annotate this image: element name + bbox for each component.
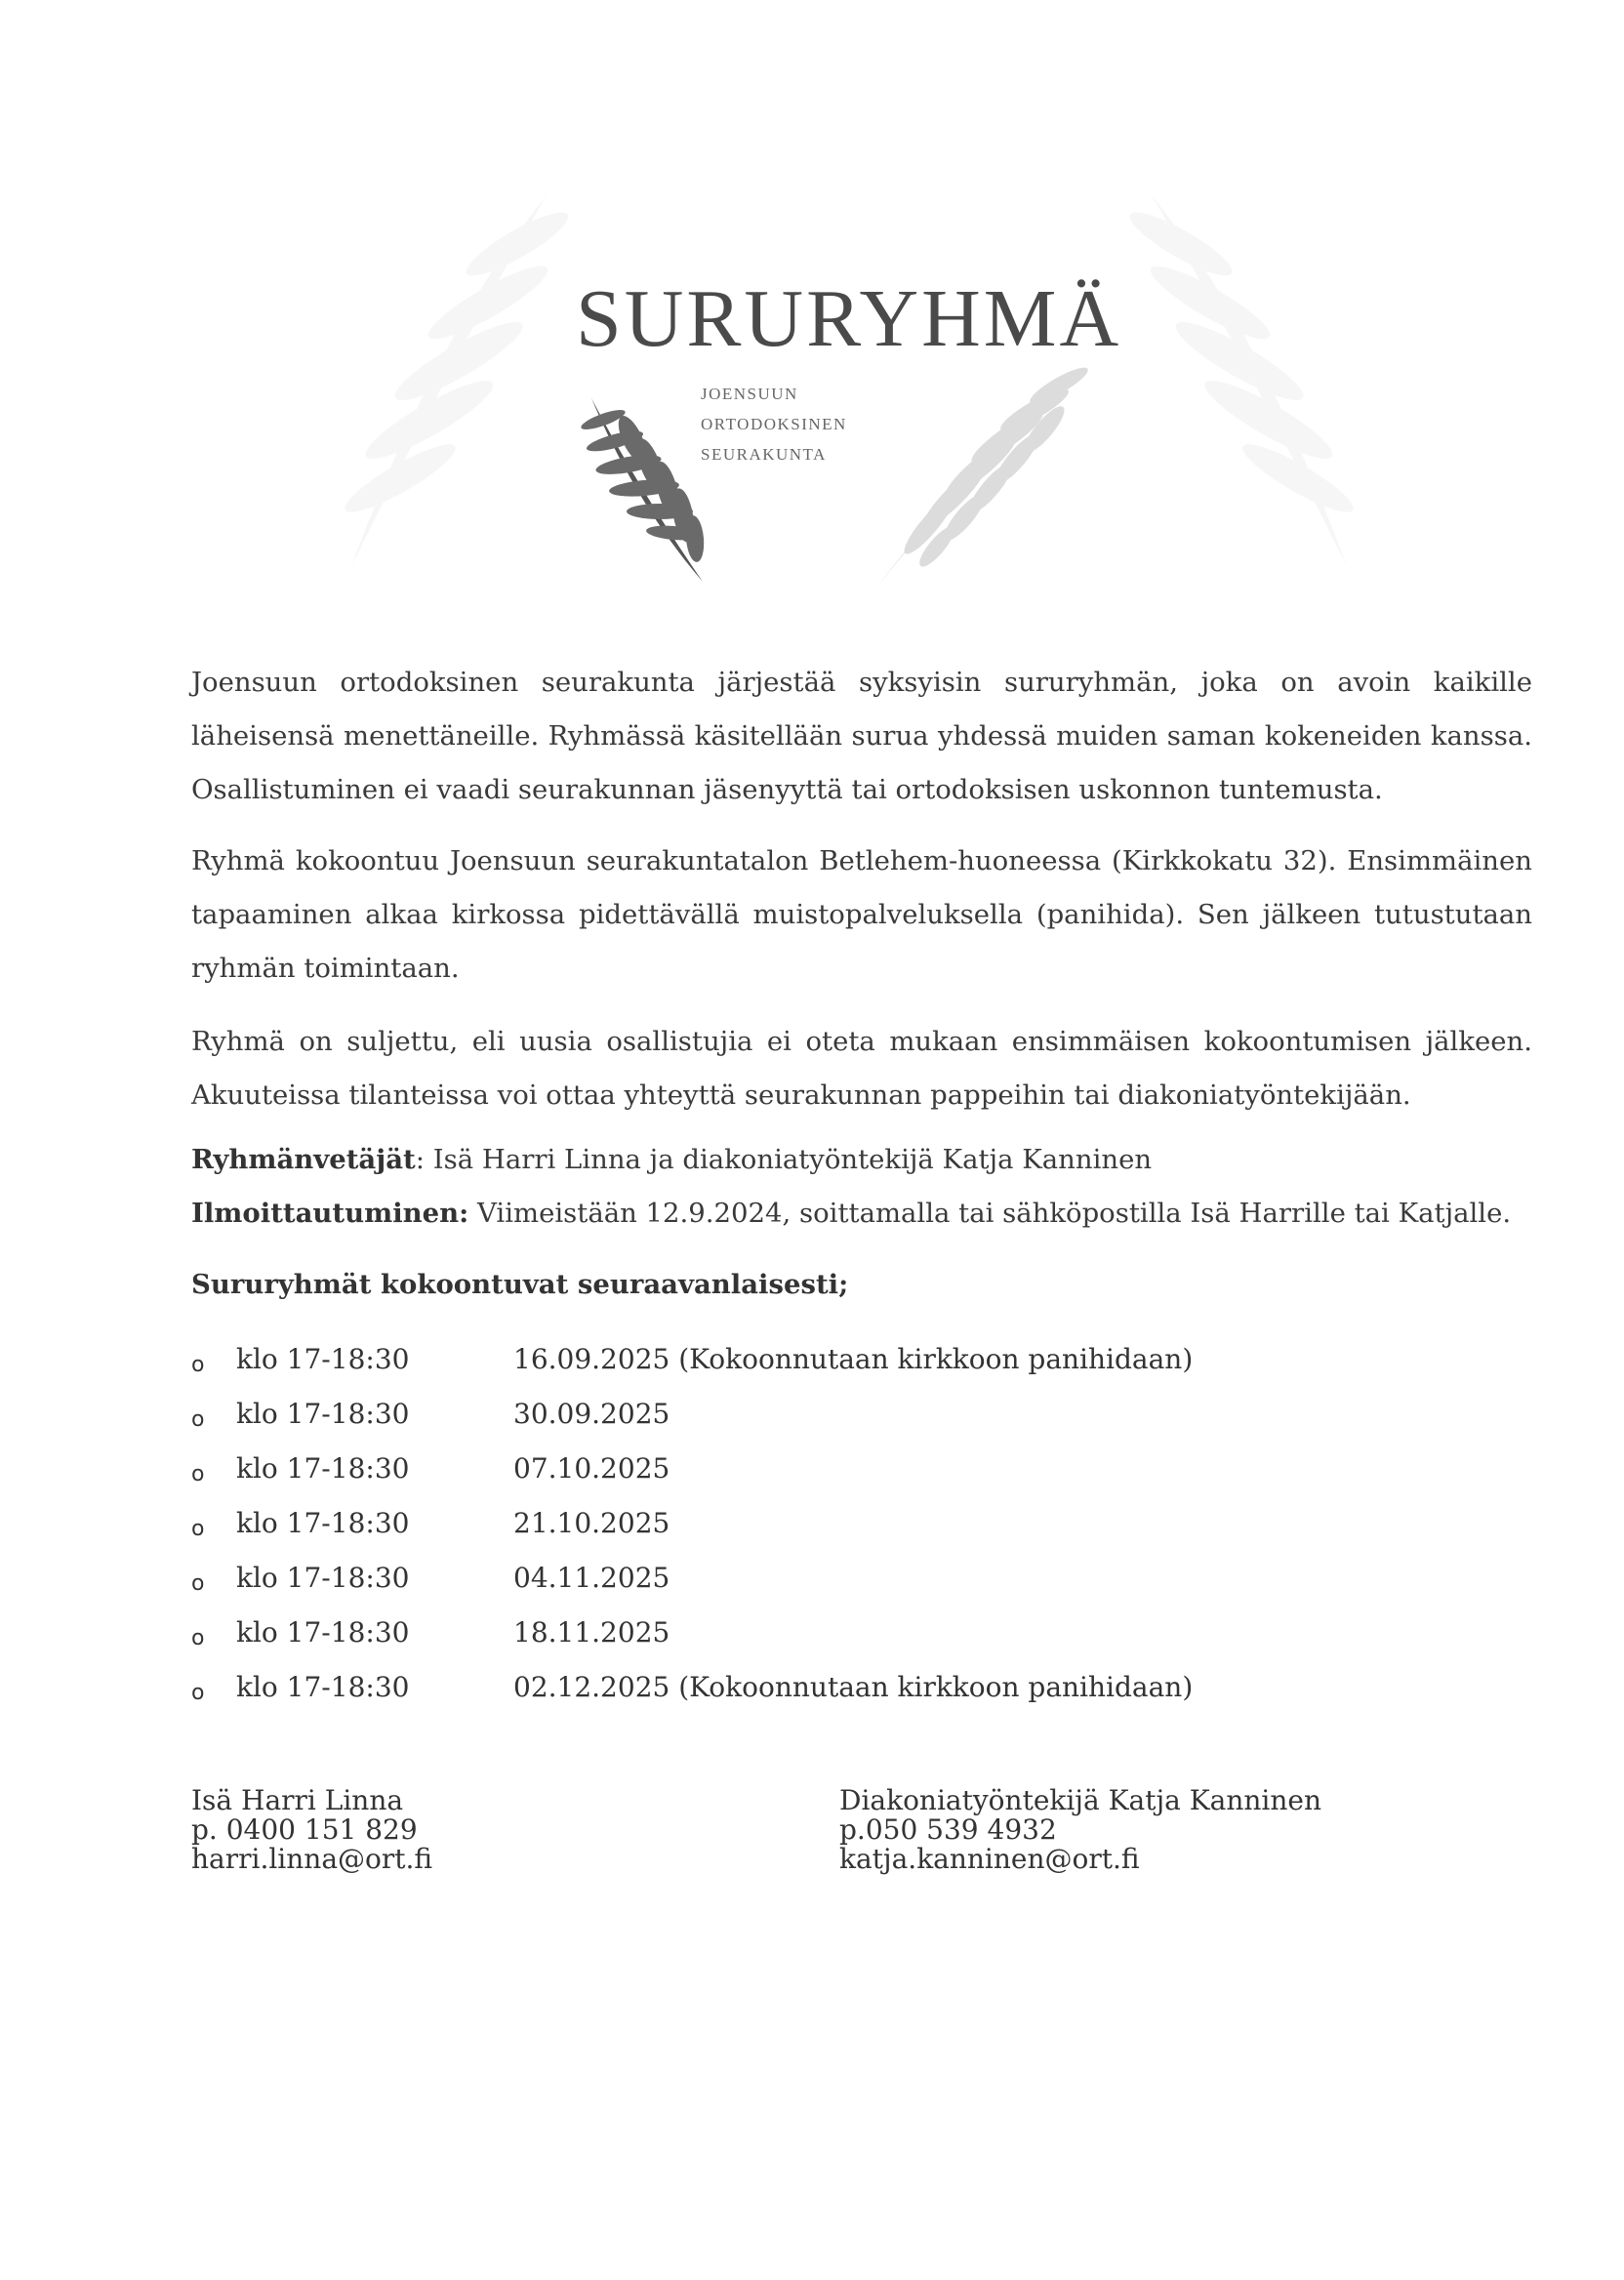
intro-paragraph: Joensuun ortodoksinen seurakunta järjestää syksyisin sururyhmän, joka on avoin kaikille läheisensä menettäneille. Ryhmässä käsitellään surua yhdessä muiden saman kokeneiden kanssa. Osallistuminen ei vaadi seurakunnan jäsenyyttä tai ortodoksisen uskonnon tuntemusta.: [191, 667, 1532, 805]
parish-name-line: SEURAKUNTA: [701, 445, 827, 464]
bullet-icon: o: [191, 1407, 205, 1432]
palm-leaf-light-icon: [839, 361, 1093, 595]
bullet-icon: o: [191, 1571, 205, 1596]
schedule-time: klo 17-18:30: [236, 1671, 410, 1703]
group-leaders: [191, 1144, 1152, 1175]
schedule-date: 30.09.2025: [513, 1398, 670, 1430]
group-leaders-label: Ryhmänvetäjät: [191, 1144, 416, 1175]
group-leaders-text: : Isä Harri Linna ja diakoniatyöntekijä Katja Kanninen: [415, 1144, 1153, 1175]
schedule-time: klo 17-18:30: [236, 1343, 410, 1375]
location-paragraph: Ryhmä kokoontuu Joensuun seurakuntatalon Betlehem-huoneessa (Kirkkokatu 32). Ensimmäinen tapaaminen alkaa kirkossa pidettävällä muistopalveluksella (panihida). Sen jälkeen tutustutaan ryhmän toimintaan.: [191, 845, 1532, 984]
palm-leaf-icon: [574, 390, 730, 586]
contact-phone: p. 0400 151 829: [191, 1813, 418, 1846]
schedule-time: klo 17-18:30: [236, 1452, 410, 1485]
schedule-date: 21.10.2025: [513, 1507, 670, 1539]
schedule-time: klo 17-18:30: [236, 1562, 410, 1594]
schedule-date: 16.09.2025 (Kokoonnutaan kirkkoon panihidaan): [513, 1343, 1194, 1375]
schedule-date: 18.11.2025: [513, 1616, 670, 1649]
contact-priest: [191, 1786, 432, 1874]
schedule-heading-text: Sururyhmät kokoontuvat seuraavanlaisesti;: [191, 1269, 849, 1300]
header: [0, 0, 1624, 605]
closed-group-paragraph: Ryhmä on suljettu, eli uusia osallistujia ei oteta mukaan ensimmäisen kokoontumisen jälkeen. Akuuteissa tilanteissa voi ottaa yhteyttä seurakunnan pappeihin tai diakoniatyöntekijään.: [191, 1026, 1532, 1111]
contact-email: katja.kanninen@ort.fi: [839, 1843, 1140, 1875]
bullet-icon: o: [191, 1681, 205, 1705]
schedule-heading: [191, 1269, 848, 1300]
schedule-date: 07.10.2025: [513, 1452, 670, 1485]
parish-name-line: ORTODOKSINEN: [701, 415, 847, 433]
contact-name: Diakoniatyöntekijä Katja Kanninen: [839, 1784, 1321, 1816]
schedule-time: klo 17-18:30: [236, 1398, 410, 1430]
bullet-icon: o: [191, 1462, 205, 1486]
contact-email: harri.linna@ort.fi: [191, 1843, 433, 1875]
registration-label: Ilmoittautuminen:: [191, 1198, 469, 1229]
contact-name: Isä Harri Linna: [191, 1784, 404, 1816]
schedule-date: 02.12.2025 (Kokoonnutaan kirkkoon panihidaan): [513, 1671, 1194, 1703]
page-title: SURURYHMÄ: [576, 273, 1122, 364]
registration-text: Viimeistään 12.9.2024, soittamalla tai sähköpostilla Isä Harrille tai Katjalle.: [468, 1198, 1512, 1229]
contact-deacon-worker: [839, 1786, 1321, 1874]
bullet-icon: o: [191, 1626, 205, 1650]
schedule-time: klo 17-18:30: [236, 1616, 410, 1649]
contact-phone: p.050 539 4932: [839, 1813, 1057, 1846]
schedule-time: klo 17-18:30: [236, 1507, 410, 1539]
bullet-icon: o: [191, 1517, 205, 1541]
registration: [191, 1198, 1511, 1229]
parish-name-line: JOENSUUN: [701, 385, 798, 403]
bullet-icon: o: [191, 1353, 205, 1377]
schedule-date: 04.11.2025: [513, 1562, 670, 1594]
